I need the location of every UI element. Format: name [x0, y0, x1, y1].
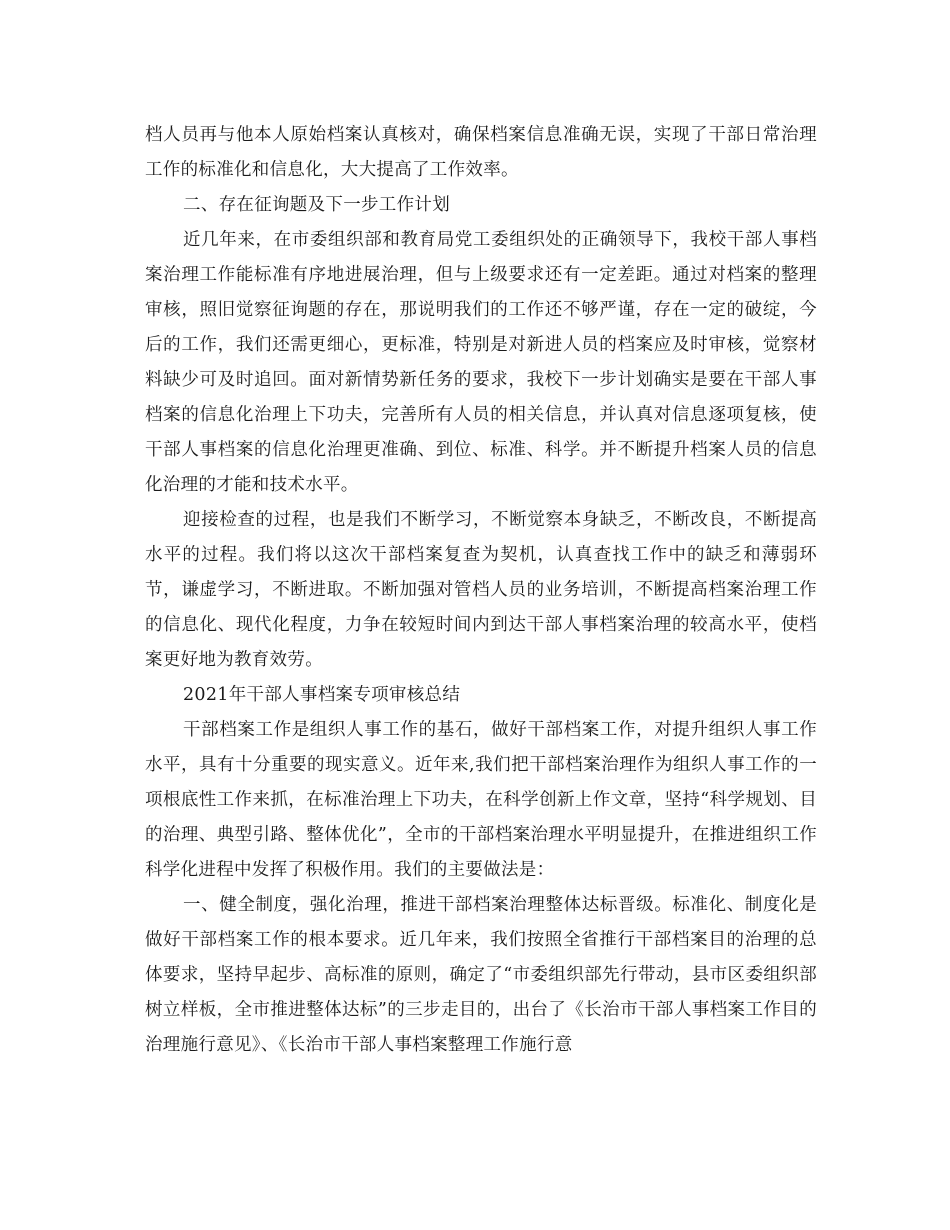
section-heading-problems-and-plan: 二、存在征询题及下一步工作计划: [183, 195, 450, 215]
paragraph-6: 干部档案工作是组织人事工作的基石，做好干部档案工作，对提升组织人事工作水平，具有十分重要的现实意义。近年来,我们把干部档案治理作为组织人事工作的一项根底性工作来抓，在标准治理上下功夫，在科学创新上作文章，坚持“科学规划、目的治理、典型引路、整体优化”，全市的干部档案治理水平明显提升，在推进组织工作科学化进程中发挥了积极作用。我们的主要做法是：: [145, 720, 817, 880]
document-subtitle: 2021年干部人事档案专项审核总结: [183, 685, 461, 705]
paragraph-7: 一、健全制度，强化治理，推进干部档案治理整体达标晋级。标准化、制度化是做好干部档案工作的根本要求。近几年来，我们按照全省推行干部档案目的治理的总体要求，坚持早起步、高标准的原则，确定了“市委组织部先行带动，县市区委组织部树立样板，全市推进整体达标”的三步走目的，出台了《长治市干部人事档案工作目的治理施行意见》、《长治市干部人事档案整理工作施行意: [145, 895, 817, 1055]
paragraph-1: 档人员再与他本人原始档案认真核对，确保档案信息准确无误，实现了干部日常治理工作的标准化和信息化，大大提高了工作效率。: [145, 125, 817, 180]
document-page: [145, 118, 817, 1063]
paragraph-4: 迎接检查的过程，也是我们不断学习，不断觉察本身缺乏，不断改良，不断提高水平的过程。我们将以这次干部档案复查为契机，认真查找工作中的缺乏和薄弱环节，谦虚学习，不断进取。不断加强对管档人员的业务培训，不断提高档案治理工作的信息化、现代化程度，力争在较短时间内到达干部人事档案治理的较高水平，使档案更好地为教育效劳。: [145, 510, 817, 670]
paragraph-3: 近几年来，在市委组织部和教育局党工委组织处的正确领导下，我校干部人事档案治理工作能标准有序地进展治理，但与上级要求还有一定差距。通过对档案的整理审核，照旧觉察征询题的存在，那说明我们的工作还不够严谨，存在一定的破绽，今后的工作，我们还需更细心，更标准，特别是对新进人员的档案应及时审核，觉察材料缺少可及时追回。面对新情势新任务的要求，我校下一步计划确实是要在干部人事档案的信息化治理上下功夫，完善所有人员的相关信息，并认真对信息逐项复核，使干部人事档案的信息化治理更准确、到位、标准、科学。并不断提升档案人员的信息化治理的才能和技术水平。: [145, 230, 817, 495]
